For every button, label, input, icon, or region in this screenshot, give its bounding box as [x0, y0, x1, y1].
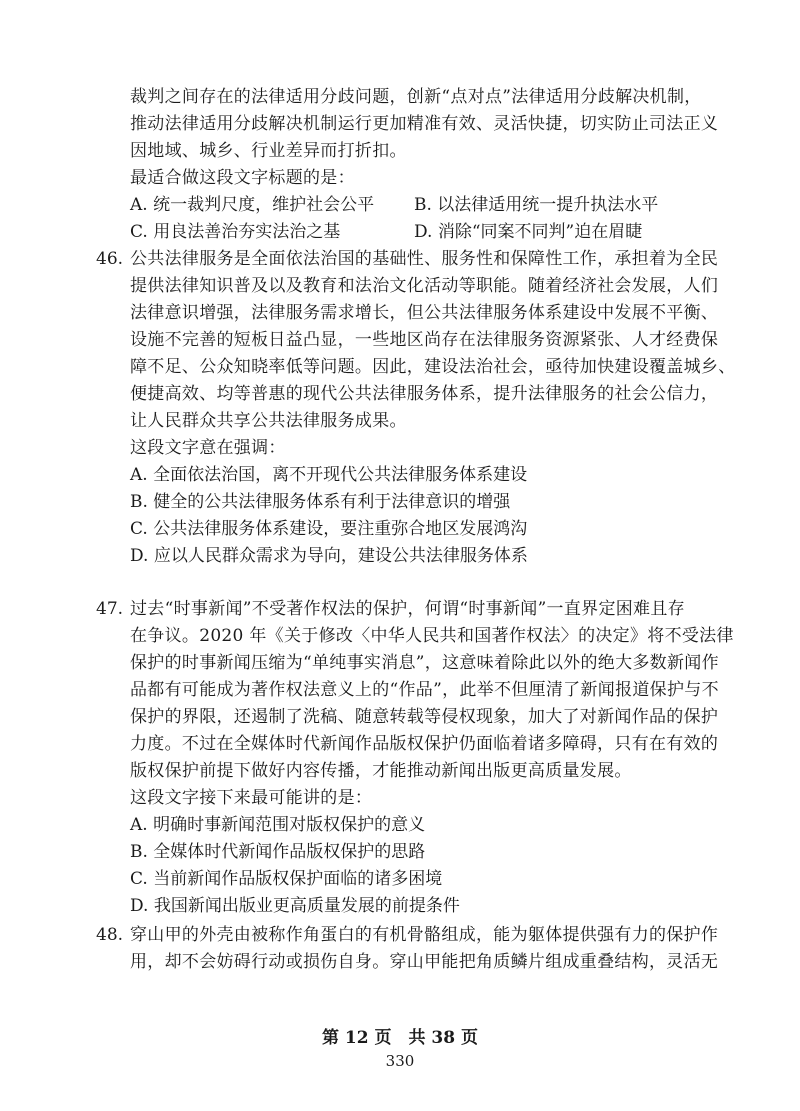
- q48-line-2: 用，却不会妨碍行动或损伤自身。穿山甲能把角质鳞片组成重叠结构，灵活无: [130, 952, 719, 972]
- q46-line-2: 提供法律知识普及以及教育和法治文化活动等职能。随着经济社会发展，人们: [130, 276, 719, 296]
- q45-option-a: A. 统一裁判尺度，维护社会公平: [130, 195, 375, 215]
- q47-prompt: 这段文字接下来最可能讲的是：: [130, 788, 373, 808]
- q47-line-1: 过去“时事新闻”不受著作权法的保护，何谓“时事新闻”一直界定困难且存: [130, 599, 685, 619]
- q47-line-5: 保护的界限，还遏制了洗稿、随意转载等侵权现象，加大了对新闻作品的保护: [130, 707, 719, 727]
- q47-line-2: 在争议。2020 年《关于修改〈中华人民共和国著作权法〉的决定》将不受法律: [130, 626, 734, 646]
- q47-line-7: 版权保护前提下做好内容传播，才能推动新闻出版更高质量发展。: [130, 761, 632, 781]
- q45-option-c: C. 用良法善治夯实法治之基: [130, 222, 341, 242]
- q46-line-4: 设施不完善的短板日益凸显，一些地区尚存在法律服务资源紧张、人才经费保: [130, 330, 719, 350]
- q45-line-2: 推动法律适用分歧解决机制运行更加精准有效、灵活快捷，切实防止司法正义: [130, 114, 719, 134]
- q47-option-d: D. 我国新闻出版业更高质量发展的前提条件: [130, 896, 460, 916]
- q46-line-1: 公共法律服务是全面依法治国的基础性、服务性和保障性工作，承担着为全民: [130, 249, 719, 269]
- page-number: 330: [385, 1052, 415, 1070]
- q46-line-7: 让人民群众共享公共法律服务成果。: [130, 411, 407, 431]
- q48-number: 48.: [96, 925, 124, 945]
- q45-prompt: 最适合做这段文字标题的是：: [130, 168, 355, 188]
- q47-line-3: 保护的时事新闻压缩为“单纯事实消息”，这意味着除此以外的绝大多数新闻作: [130, 653, 719, 673]
- q45-option-b: B. 以法律适用统一提升执法水平: [414, 195, 659, 215]
- q46-option-a: A. 全面依法治国，离不开现代公共法律服务体系建设: [130, 465, 528, 485]
- q45-option-d: D. 消除“同案不同判”迫在眉睫: [414, 222, 643, 242]
- q45-line-1: 裁判之间存在的法律适用分歧问题，创新“点对点”法律适用分歧解决机制，: [130, 87, 702, 107]
- page-indicator: 第 12 页 共 38 页: [322, 1028, 478, 1048]
- q47-line-4: 品都有可能成为著作权法意义上的“作品”，此举不但厘清了新闻报道保护与不: [130, 680, 719, 700]
- q47-option-c: C. 当前新闻作品版权保护面临的诸多困境: [130, 869, 443, 889]
- q46-line-6: 便捷高效、均等普惠的现代公共法律服务体系，提升法律服务的社会公信力，: [130, 384, 719, 404]
- q47-line-6: 力度。不过在全媒体时代新闻作品版权保护仍面临着诸多障碍，只有在有效的: [130, 734, 719, 754]
- q48-line-1: 穿山甲的外壳由被称作角蛋白的有机骨骼组成，能为躯体提供强有力的保护作: [130, 925, 719, 945]
- q46-line-3: 法律意识增强，法律服务需求增长，但公共法律服务体系建设中发展不平衡、: [130, 303, 719, 323]
- q47-number: 47.: [96, 599, 124, 619]
- q46-number: 46.: [96, 249, 124, 269]
- q47-option-a: A. 明确时事新闻范围对版权保护的意义: [130, 815, 426, 835]
- q46-option-c: C. 公共法律服务体系建设，要注重弥合地区发展鸿沟: [130, 519, 528, 539]
- q45-line-3: 因地域、城乡、行业差异而打折扣。: [130, 141, 407, 161]
- q46-prompt: 这段文字意在强调：: [130, 438, 286, 458]
- q47-option-b: B. 全媒体时代新闻作品版权保护的思路: [130, 842, 426, 862]
- q46-option-d: D. 应以人民群众需求为导向，建设公共法律服务体系: [130, 546, 528, 566]
- q46-line-5: 障不足、公众知晓率低等问题。因此，建设法治社会，亟待加快建设覆盖城乡、: [130, 357, 736, 377]
- q46-option-b: B. 健全的公共法律服务体系有利于法律意识的增强: [130, 492, 511, 512]
